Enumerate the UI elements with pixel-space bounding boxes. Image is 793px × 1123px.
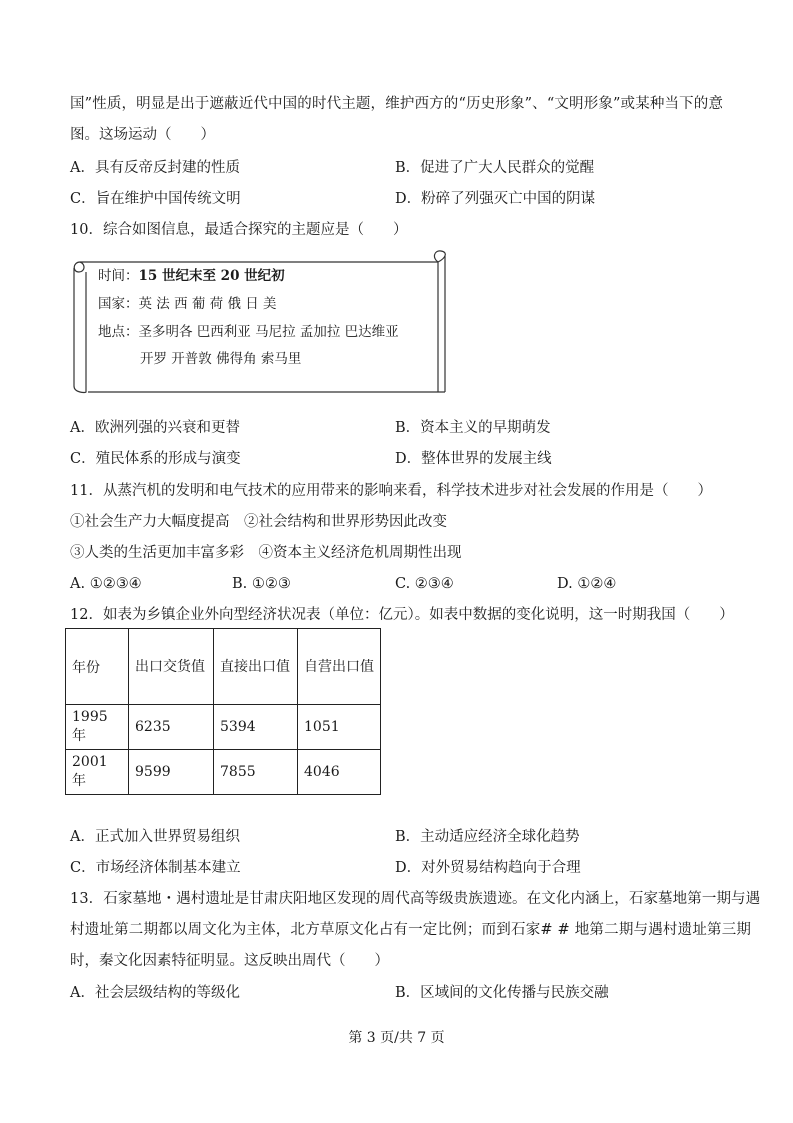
- q12-stem: 12．如表为乡镇企业外向型经济状况表（单位：亿元）。如表中数据的变化说明，这一时期我国（ ）: [70, 607, 734, 623]
- table-header-cell: 自营出口值: [298, 629, 381, 705]
- table-header-cell: 年份: [66, 629, 129, 705]
- q10-option-a[interactable]: A．欧洲列强的兴衰和更替: [70, 420, 240, 436]
- q12-option-a[interactable]: A．正式加入世界贸易组织: [70, 829, 240, 845]
- q11-items-line2: ③人类的生活更加丰富多彩 ④资本主义经济危机周期性出现: [70, 545, 462, 561]
- q13-stem-line1: 13．石家墓地・遇村遗址是甘肃庆阳地区发现的周代高等级贵族遗迹。在文化内涵上，石家墓地第一期与遇: [70, 891, 761, 907]
- scroll-place-line1: 圣多明各 巴西利亚 马尼拉 孟加拉 巴达维亚: [138, 324, 399, 340]
- q11-stem: 11．从蒸汽机的发明和电气技术的应用带来的影响来看，科学技术进步对社会发展的作用是（ ）: [70, 483, 712, 499]
- table-cell: 7855: [214, 750, 298, 795]
- q10-option-d[interactable]: D．整体世界的发展主线: [395, 451, 552, 467]
- q11-items-line1: ①社会生产力大幅度提高 ②社会结构和世界形势因此改变: [70, 514, 447, 530]
- table-row: [66, 750, 381, 795]
- q12-option-d[interactable]: D．对外贸易结构趋向于合理: [395, 860, 581, 876]
- scroll-time-label: 时间：: [98, 268, 139, 284]
- q13-stem-line2: 村遗址第二期都以周文化为主体，北方草原文化占有一定比例；而到石家# # 地第二期与遇村遗址第三期: [70, 922, 752, 938]
- q13-option-b[interactable]: B．区域间的文化传播与民族交融: [395, 985, 609, 1001]
- page-number-footer: 第 3 页/共 7 页: [348, 1030, 445, 1046]
- q13-option-a[interactable]: A．社会层级结构的等级化: [70, 985, 240, 1001]
- scroll-place-label: 地点：: [98, 324, 139, 340]
- q9-option-b[interactable]: B．促进了广大人民群众的觉醒: [395, 160, 595, 176]
- q10-stem: 10．综合如图信息，最适合探究的主题应是（ ）: [70, 222, 408, 238]
- q9-option-a[interactable]: A．具有反帝反封建的性质: [70, 160, 240, 176]
- q10-scroll-figure: [70, 250, 450, 396]
- q9-option-c[interactable]: C．旨在维护中国传统文明: [70, 191, 241, 207]
- table-cell: 6235: [129, 705, 214, 750]
- q9-option-d[interactable]: D．粉碎了列强灭亡中国的阴谋: [395, 191, 596, 207]
- table-cell: 4046: [298, 750, 381, 795]
- table-header-cell: 直接出口值: [214, 629, 298, 705]
- scroll-country-value: 英 法 西 葡 荷 俄 日 美: [138, 296, 277, 312]
- table-cell: 5394: [214, 705, 298, 750]
- q10-option-b[interactable]: B．资本主义的早期萌发: [395, 420, 551, 436]
- table-row: [66, 705, 381, 750]
- q12-option-b[interactable]: B．主动适应经济全球化趋势: [395, 829, 580, 845]
- q11-option-a[interactable]: A. ①②③④: [70, 576, 142, 592]
- q12-data-table: [65, 628, 381, 795]
- scroll-country-label: 国家：: [98, 296, 139, 312]
- scroll-time-value: 15 世纪末至 20 世纪初: [138, 268, 285, 284]
- q12-option-c[interactable]: C．市场经济体制基本建立: [70, 860, 241, 876]
- q9-stem-line2: 图。这场运动（ ）: [70, 127, 215, 143]
- q10-option-c[interactable]: C．殖民体系的形成与演变: [70, 451, 241, 467]
- q11-option-d[interactable]: D. ①②④: [557, 576, 617, 592]
- scroll-country-row: [98, 294, 277, 314]
- scroll-time-row: [98, 266, 285, 286]
- table-cell: 9599: [129, 750, 214, 795]
- scroll-place-line2: 开罗 开普敦 佛得角 索马里: [140, 351, 302, 367]
- q11-option-c[interactable]: C. ②③④: [395, 576, 454, 592]
- table-cell: 1051: [298, 705, 381, 750]
- table-header-row: [66, 629, 381, 705]
- table-cell: 2001 年: [66, 750, 129, 795]
- table-cell: 1995 年: [66, 705, 129, 750]
- q13-stem-line3: 时，秦文化因素特征明显。这反映出周代（ ）: [70, 953, 389, 969]
- q11-option-b[interactable]: B. ①②③: [232, 576, 291, 592]
- table-header-cell: 出口交货值: [129, 629, 214, 705]
- scroll-place-row: [98, 322, 399, 342]
- q9-stem-line1: 国”性质，明显是出于遮蔽近代中国的时代主题，维护西方的“历史形象”、“文明形象”或某种当下的意: [70, 96, 724, 112]
